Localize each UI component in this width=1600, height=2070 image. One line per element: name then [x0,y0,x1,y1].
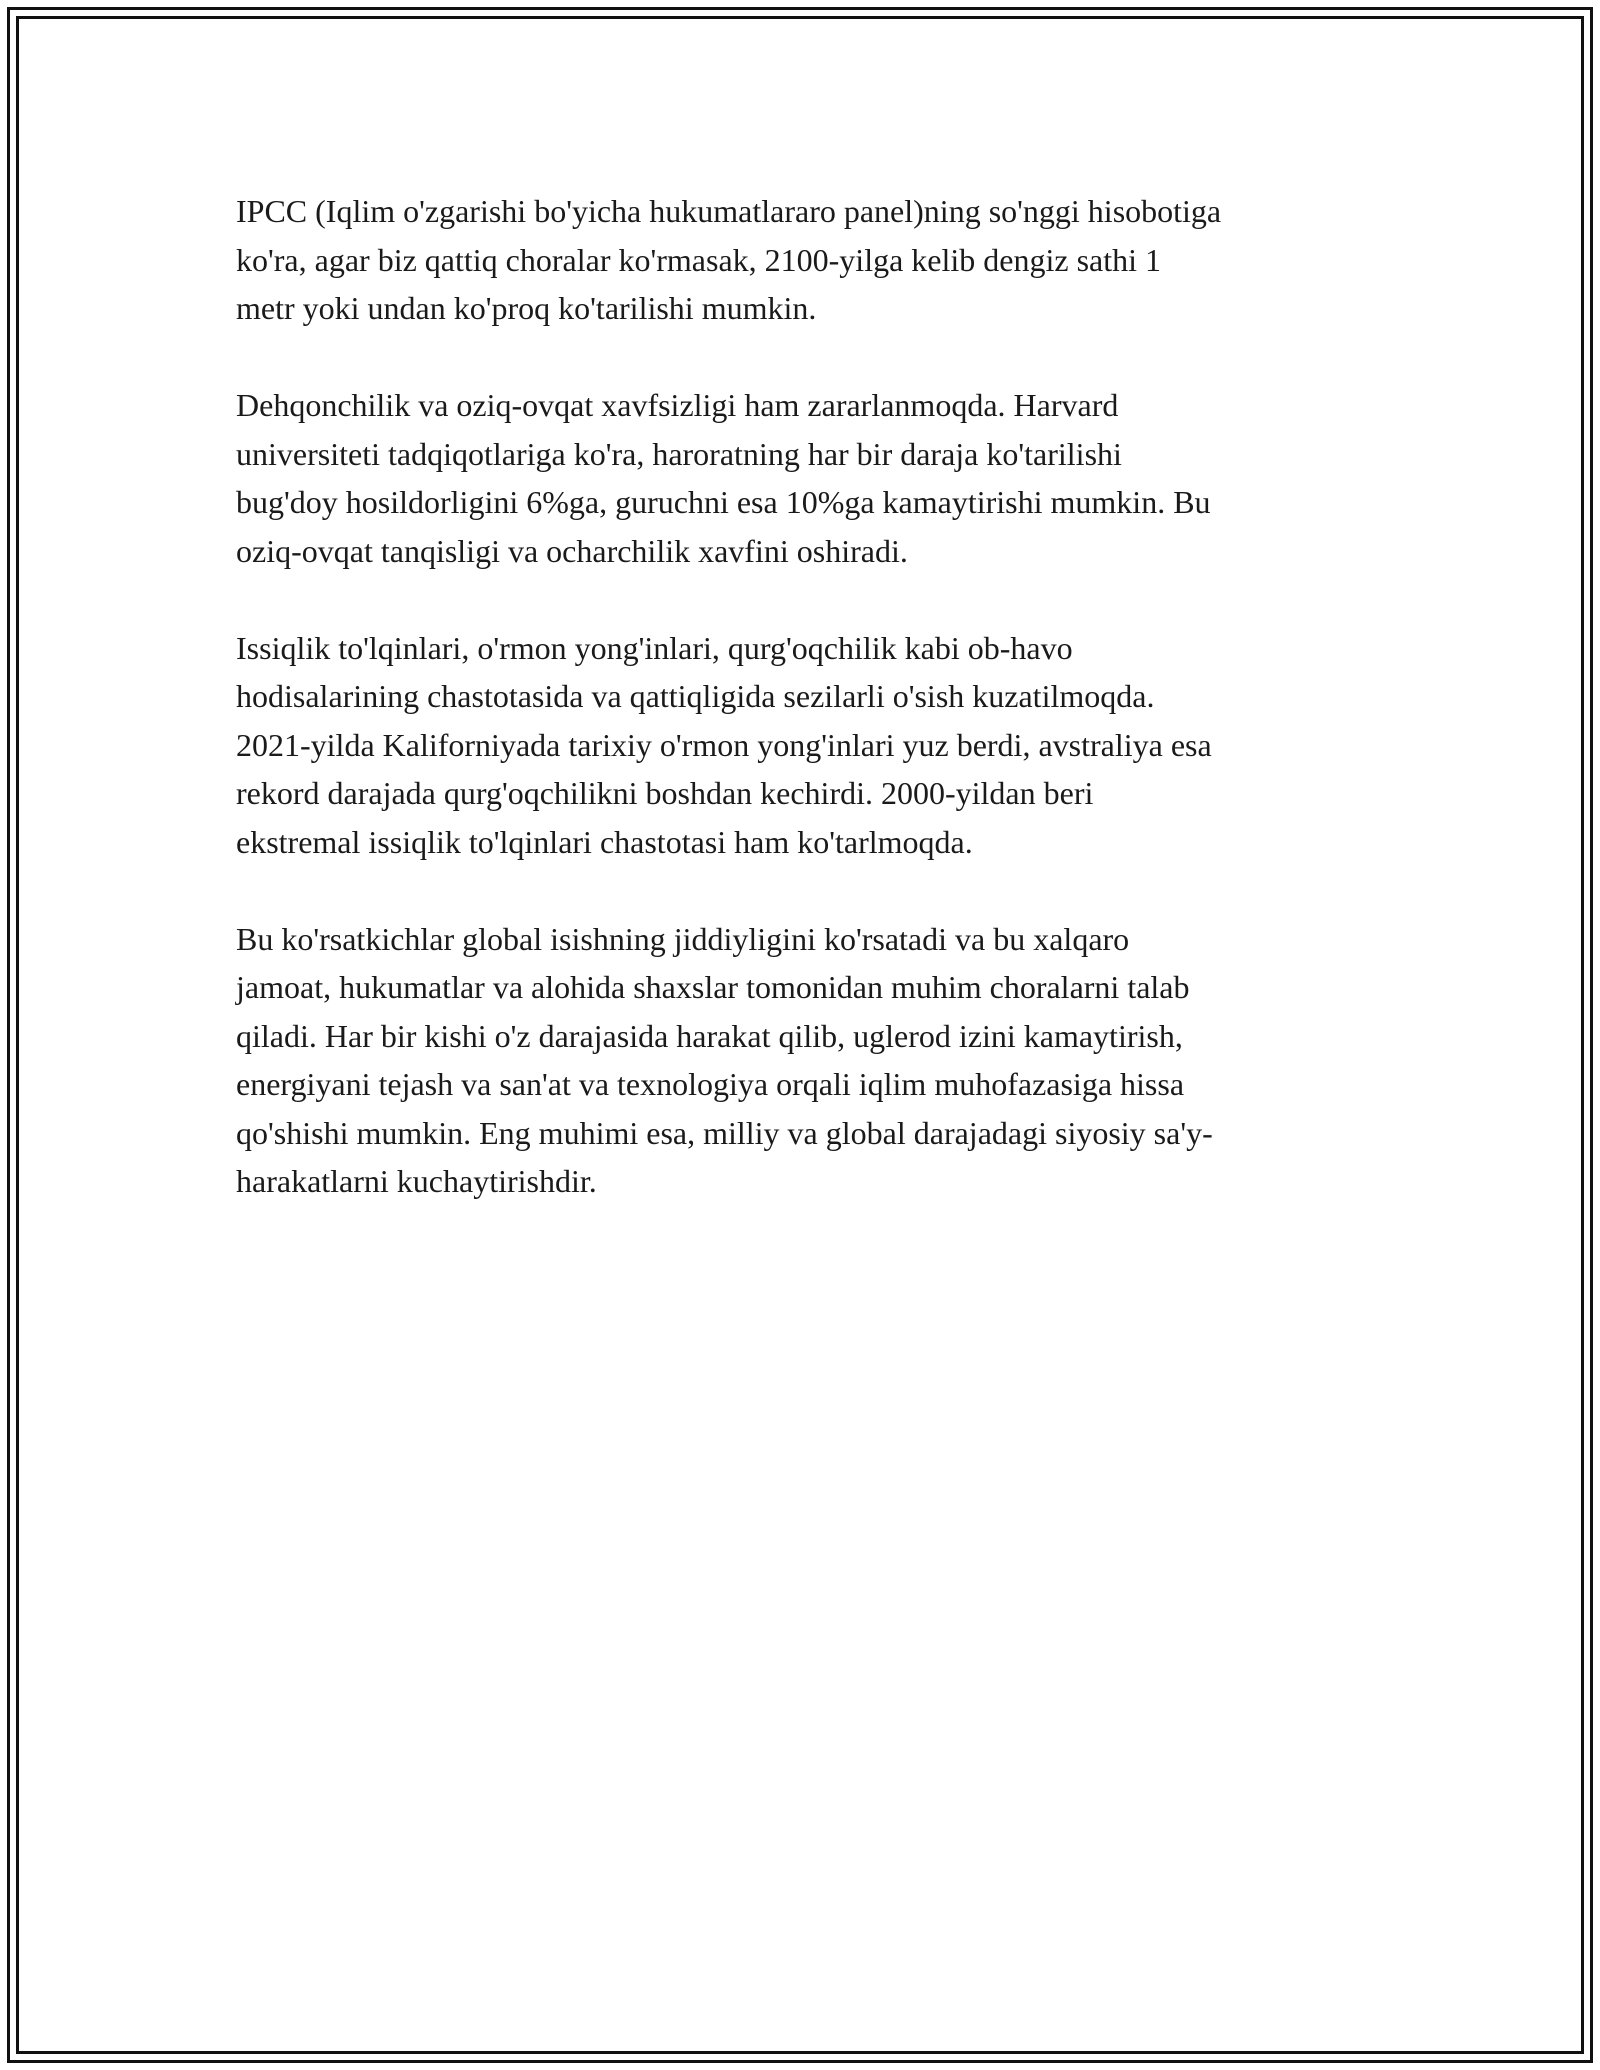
text-line: energiyani tejash va san'at va texnologiya orqali iqlim muhofazasiga hissa [236,1066,1185,1102]
text-line: bug'doy hosildorligini 6%ga, guruchni esa 10%ga kamaytirishi mumkin. Bu [236,484,1211,520]
text-line: hodisalarining chastotasida va qattiqligida sezilarli o'sish kuzatilmoqda. [236,678,1155,714]
text-line: metr yoki undan ko'proq ko'tarilishi mumkin. [236,290,817,326]
text-line: harakatlarni kuchaytirishdir. [236,1163,597,1199]
text-line: jamoat, hukumatlar va alohida shaxslar tomonidan muhim choralarni talab [236,969,1190,1005]
document-body [236,187,1386,1254]
text-line: ekstremal issiqlik to'lqinlari chastotasi ham ko'tarlmoqda. [236,823,973,860]
text-line: qiladi. Har bir kishi o'z darajasida harakat qilib, uglerod izini kamaytirish, [236,1017,1183,1054]
paragraph-food-security [236,381,1386,575]
text-line: Dehqonchilik va oziq-ovqat xavfsizligi ham zararlanmoqda. Harvard [236,387,1119,423]
text-line: oziq-ovqat tanqisligi va ocharchilik xavfini oshiradi. [236,532,908,569]
paragraph-call-to-action [236,915,1386,1206]
text-line: rekord darajada qurg'oqchilikni boshdan kechirdi. 2000-yildan beri [236,775,1094,811]
text-line: universiteti tadqiqotlariga ko'ra, haroratning har bir daraja ko'tarilishi [236,435,1122,472]
text-line: Bu ko'rsatkichlar global isishning jiddiyligini ko'rsatadi va bu xalqaro [236,920,1130,957]
text-line: Issiqlik to'lqinlari, o'rmon yong'inlari, qurg'oqchilik kabi ob-havo [236,629,1073,666]
text-line: 2021-yilda Kaliforniyada tarixiy o'rmon yong'inlari yuz berdi, avstraliya esa [236,726,1212,763]
paragraph-sea-level [236,187,1386,333]
text-line: qo'shishi mumkin. Eng muhimi esa, milliy va global darajadagi siyosiy sa'y- [236,1114,1213,1151]
paragraph-extreme-weather [236,624,1386,867]
text-line: IPCC (Iqlim o'zgarishi bo'yicha hukumatlararo panel)ning so'nggi hisobotiga [236,193,1222,229]
text-line: ko'ra, agar biz qattiq choralar ko'rmasak, 2100-yilga kelib dengiz sathi 1 [236,241,1161,278]
